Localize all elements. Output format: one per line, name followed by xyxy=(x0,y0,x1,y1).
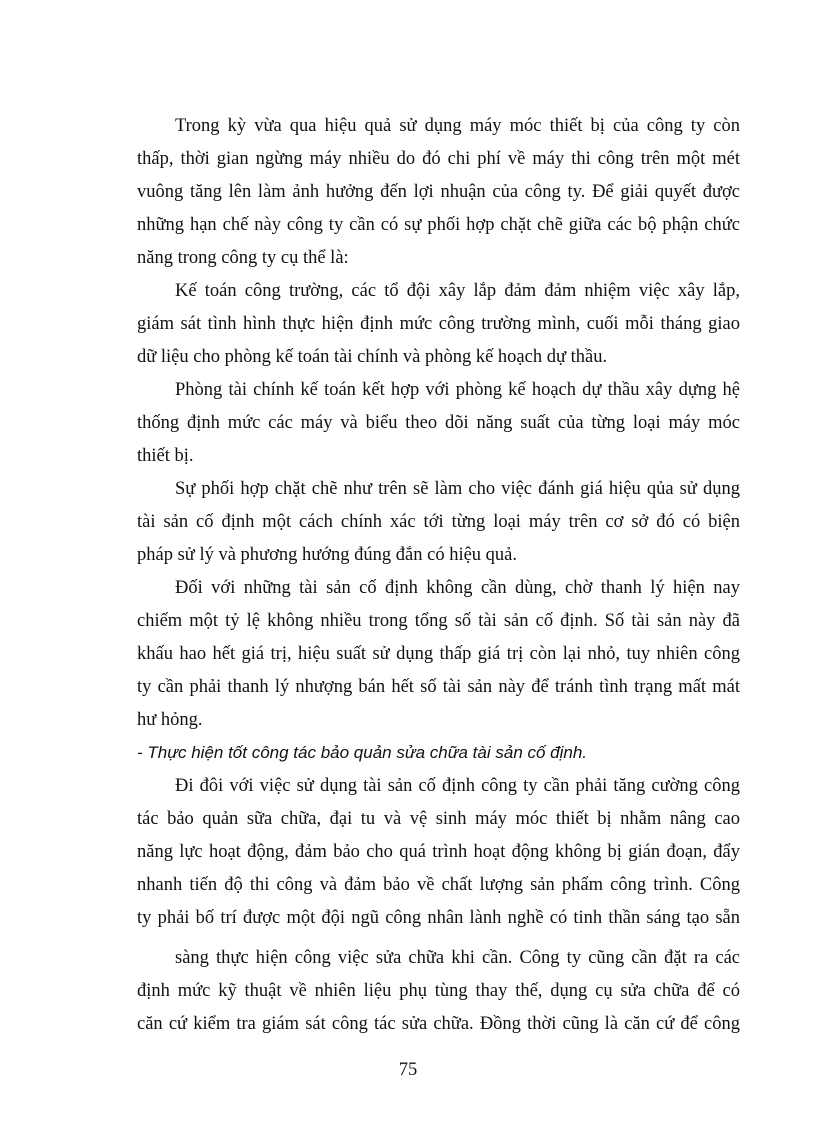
paragraph-line: tác bảo quản sữa chữa, đại tu và vệ sinh máy móc thiết bị nhằm nâng cao xyxy=(137,809,740,829)
paragraph-line: Đi đôi với việc sử dụng tài sản cố định công ty cần phải tăng cường công xyxy=(175,776,740,796)
paragraph-line: chiếm một tỷ lệ không nhiều trong tổng số tài sản cố định. Số tài sản này đã xyxy=(137,611,740,631)
section-heading: - Thực hiện tốt công tác bảo quản sửa chữa tài sản cố định. xyxy=(137,743,588,762)
paragraph-line: căn cứ kiểm tra giám sát công tác sửa chữa. Đồng thời cũng là căn cứ để công xyxy=(137,1014,740,1034)
paragraph-line: thiết bị. xyxy=(137,446,194,466)
paragraph-line: thấp, thời gian ngừng máy nhiều do đó chi phí về máy thi công trên một mét xyxy=(137,149,740,169)
paragraph-line: giám sát tình hình thực hiện định mức công trường mình, cuối mỗi tháng giao xyxy=(137,314,740,334)
paragraph-line: sàng thực hiện công việc sửa chữa khi cần. Công ty cũng cần đặt ra các xyxy=(175,948,740,968)
paragraph-line: Phòng tài chính kế toán kết hợp với phòng kế hoạch dự thầu xây dựng hệ xyxy=(175,380,740,400)
paragraph-line: khấu hao hết giá trị, hiệu suất sử dụng thấp giá trị còn lại nhỏ, tuy nhiên công xyxy=(137,644,740,664)
paragraph-line: những hạn chế này công ty cần có sự phối hợp chặt chẽ giữa các bộ phận chức xyxy=(137,215,740,235)
page-number: 75 xyxy=(398,1060,418,1080)
paragraph-line: dữ liệu cho phòng kế toán tài chính và phòng kế hoạch dự thầu. xyxy=(137,347,608,367)
paragraph-line: năng trong công ty cụ thể là: xyxy=(137,248,349,268)
paragraph-line: định mức kỹ thuật về nhiên liệu phụ tùng thay thế, dụng cụ sửa chữa để có xyxy=(137,981,740,1001)
paragraph-line: vuông tăng lên làm ảnh hưởng đến lợi nhuận của công ty. Để giải quyết được xyxy=(137,182,740,202)
paragraph-line: Kế toán công trường, các tổ đội xây lắp đảm đảm nhiệm việc xây lắp, xyxy=(175,281,740,301)
paragraph-line: năng lực hoạt động, đảm bảo cho quá trình hoạt động không bị gián đoạn, đẩy xyxy=(137,842,740,862)
paragraph-line: Đối với những tài sản cố định không cần dùng, chờ thanh lý hiện nay xyxy=(175,578,740,598)
paragraph-line: Trong kỳ vừa qua hiệu quả sử dụng máy móc thiết bị của công ty còn xyxy=(175,116,740,136)
paragraph-line: ty phải bố trí được một đội ngũ công nhân lành nghề có tinh thần sáng tạo sẵn xyxy=(137,908,740,928)
paragraph-line: thống định mức các máy và biểu theo dõi năng suất của từng loại máy móc xyxy=(137,413,740,433)
paragraph-line: ty cần phải thanh lý nhượng bán hết số tài sản này để tránh tình trạng mất mát xyxy=(137,677,740,697)
paragraph-line: tài sản cố định một cách chính xác tới từng loại máy trên cơ sở đó có biện xyxy=(137,512,740,532)
paragraph-line: Sự phối hợp chặt chẽ như trên sẽ làm cho việc đánh giá hiệu qủa sử dụng xyxy=(175,479,740,499)
paragraph-line: nhanh tiến độ thi công và đảm bảo về chất lượng sản phẩm công trình. Công xyxy=(137,875,740,895)
paragraph-line: pháp sử lý và phương hướng đúng đắn có hiệu quả. xyxy=(137,545,518,565)
paragraph-line: hư hỏng. xyxy=(137,710,203,730)
